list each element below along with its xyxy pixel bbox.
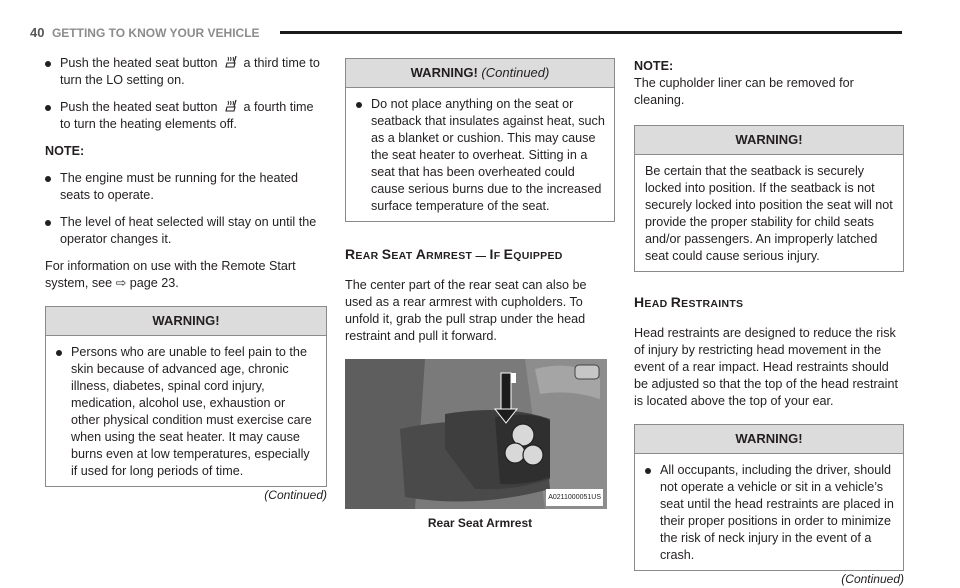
page-number: 40 <box>30 25 45 40</box>
warning-box-head-restraints <box>634 424 904 571</box>
warning-text: Persons who are unable to feel pain to the skin because of advanced age, chronic illness, diabetes, spinal cord injury, medication, alcohol use, exhaustion or other physical condition must exercise care when using the seat heater. It may cause burns even at low temperatures, especially if used for long periods of time. <box>56 344 317 480</box>
continued-label: (Continued) <box>841 572 904 586</box>
note-label: NOTE: <box>634 59 674 73</box>
warning-box-seatback <box>634 125 904 272</box>
section-title-head-restraints: HEAD RESTRAINTS <box>634 294 744 310</box>
column-right <box>634 58 904 588</box>
heated-seat-icon <box>223 99 238 113</box>
figure-caption: Rear Seat Armrest <box>427 516 533 530</box>
rear-seat-illustration <box>345 359 607 509</box>
warning-text: All occupants, including the driver, should not operate a vehicle or sit in a vehicle’s seat until the head restraints are placed in their proper positions in order to minimize the risk of neck injury in the event of a crash. <box>645 462 894 564</box>
section-title-rear-seat-armrest: REAR SEAT ARMREST — IF EQUIPPED <box>345 246 563 262</box>
note-label: NOTE: <box>45 144 85 158</box>
warning-box <box>45 306 327 487</box>
warning-continued-box <box>345 58 615 222</box>
page-reference-link[interactable]: page 23. <box>129 276 179 290</box>
warning-title: WARNING! <box>635 425 903 454</box>
column-middle <box>345 58 615 532</box>
note-text: The cupholder liner can be removed for cleaning. <box>634 76 854 107</box>
remote-start-paragraph: For information on use with the Remote Start system, see ⇨ page 23. <box>45 259 296 290</box>
column-left <box>45 55 327 504</box>
warning-title: WARNING! <box>635 126 903 155</box>
warning-text: Be certain that the seatback is securely locked into position. If the seatback is not securely locked into position the seat will not provide the proper stability for child seats and/or passengers. An improperly latched seat could cause serious injury. <box>645 164 893 263</box>
figure-code: A0211000051US <box>546 489 603 506</box>
armrest-paragraph: The center part of the rear seat can also be used as a rear armrest with cupholders. To unfold it, grab the pull strap under the head restraint and pull it forward. <box>345 278 587 343</box>
head-restraints-paragraph: Head restraints are designed to reduce the risk of injury by restricting head movement in the event of a rear impact. Head restraints should be adjusted so that the top of the head restraint is located above the top of your ear. <box>634 326 898 408</box>
warning-title: WARNING! <box>46 307 326 336</box>
page-ref-arrow-icon: ⇨ <box>115 276 127 290</box>
header-rule <box>280 31 902 34</box>
bullet-fourth-press: Push the heated seat button a fourth time to turn the heating elements off. <box>45 99 327 133</box>
rear-seat-armrest-figure <box>345 359 607 509</box>
bullet-third-press: Push the heated seat button a third time to turn the LO setting on. <box>45 55 327 89</box>
page-header <box>30 24 902 42</box>
note-bullet: The engine must be running for the heated seats to operate. <box>45 170 327 204</box>
heated-seat-icon <box>223 55 238 69</box>
warning-text: Do not place anything on the seat or seatback that insulates against heat, such as a blanket or cushion. This may cause the seat heater to overheat. Sitting in a seat that has been overheated could cause serious burns due to the increased surface temperature of the seat. <box>356 96 605 215</box>
warning-continued-title: WARNING! (Continued) <box>346 59 614 88</box>
continued-label: (Continued) <box>264 488 327 502</box>
chapter-title: GETTING TO KNOW YOUR VEHICLE <box>51 26 260 40</box>
note-bullet: The level of heat selected will stay on until the operator changes it. <box>45 214 327 248</box>
